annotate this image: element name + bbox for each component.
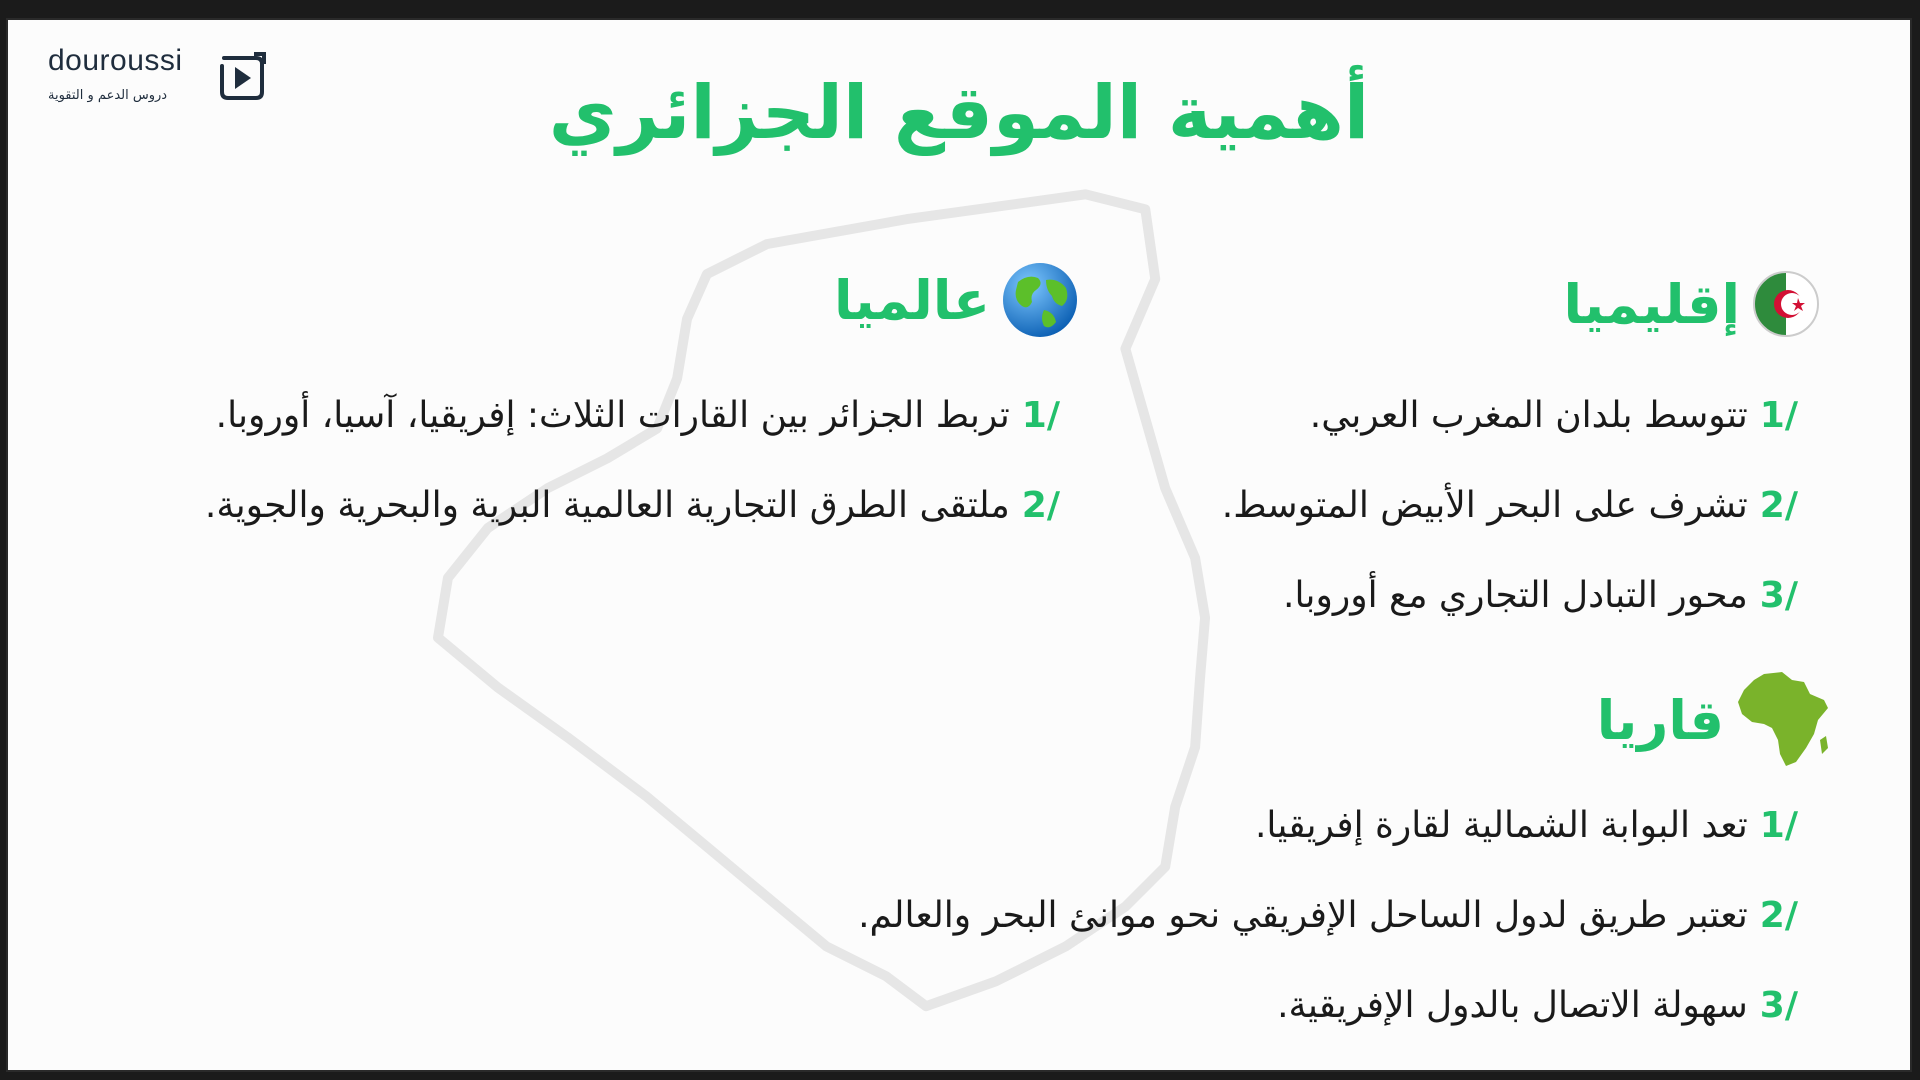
list-item (858, 870, 1798, 960)
item-text: تشرف على البحر الأبيض المتوسط. (1221, 484, 1748, 526)
item-number: /1 (1759, 804, 1798, 846)
heading-global-label: عالميا (834, 268, 990, 332)
item-text: ملتقى الطرق التجارية العالمية البرية والبحرية والجوية. (204, 484, 1010, 526)
item-number: /3 (1759, 984, 1798, 1026)
list-item (858, 780, 1798, 870)
algeria-flag-icon (1750, 268, 1822, 340)
list-item (205, 460, 1060, 550)
item-text: تعد البوابة الشمالية لقارة إفريقيا. (1254, 804, 1748, 846)
continental-list (858, 780, 1798, 1050)
item-number: /2 (1759, 894, 1798, 936)
list-item (205, 370, 1060, 460)
list-item (1222, 370, 1798, 460)
logo-tagline: دروس الدعم و التقوية (48, 88, 168, 103)
heading-regional-label: إقليميا (1563, 272, 1740, 336)
item-number: /2 (1759, 484, 1798, 526)
africa-map-icon (1734, 670, 1830, 770)
heading-global (834, 260, 1080, 340)
regional-list (1222, 370, 1798, 640)
item-text: محور التبادل التجاري مع أوروبا. (1283, 574, 1748, 616)
list-item (1222, 550, 1798, 640)
item-text: تربط الجزائر بين القارات الثلاث: إفريقيا، آسيا، أوروبا. (215, 394, 1010, 436)
item-number: /2 (1021, 484, 1060, 526)
globe-icon (1000, 260, 1080, 340)
global-list (205, 370, 1060, 550)
item-text: تعتبر طريق لدول الساحل الإفريقي نحو موانئ البحر والعالم. (858, 894, 1748, 936)
item-number: /1 (1759, 394, 1798, 436)
item-text: تتوسط بلدان المغرب العربي. (1309, 394, 1748, 436)
list-item (1222, 460, 1798, 550)
item-number: /3 (1759, 574, 1798, 616)
heading-continental (1597, 670, 1830, 770)
page-title: أهمية الموقع الجزائري (548, 70, 1370, 156)
heading-continental-label: قاريا (1596, 688, 1724, 752)
slide (6, 18, 1912, 1072)
item-number: /1 (1021, 394, 1060, 436)
logo-wordmark: douroussi (48, 44, 183, 77)
list-item (858, 960, 1798, 1050)
heading-regional (1564, 268, 1822, 340)
item-text: سهولة الاتصال بالدول الإفريقية. (1277, 984, 1748, 1026)
